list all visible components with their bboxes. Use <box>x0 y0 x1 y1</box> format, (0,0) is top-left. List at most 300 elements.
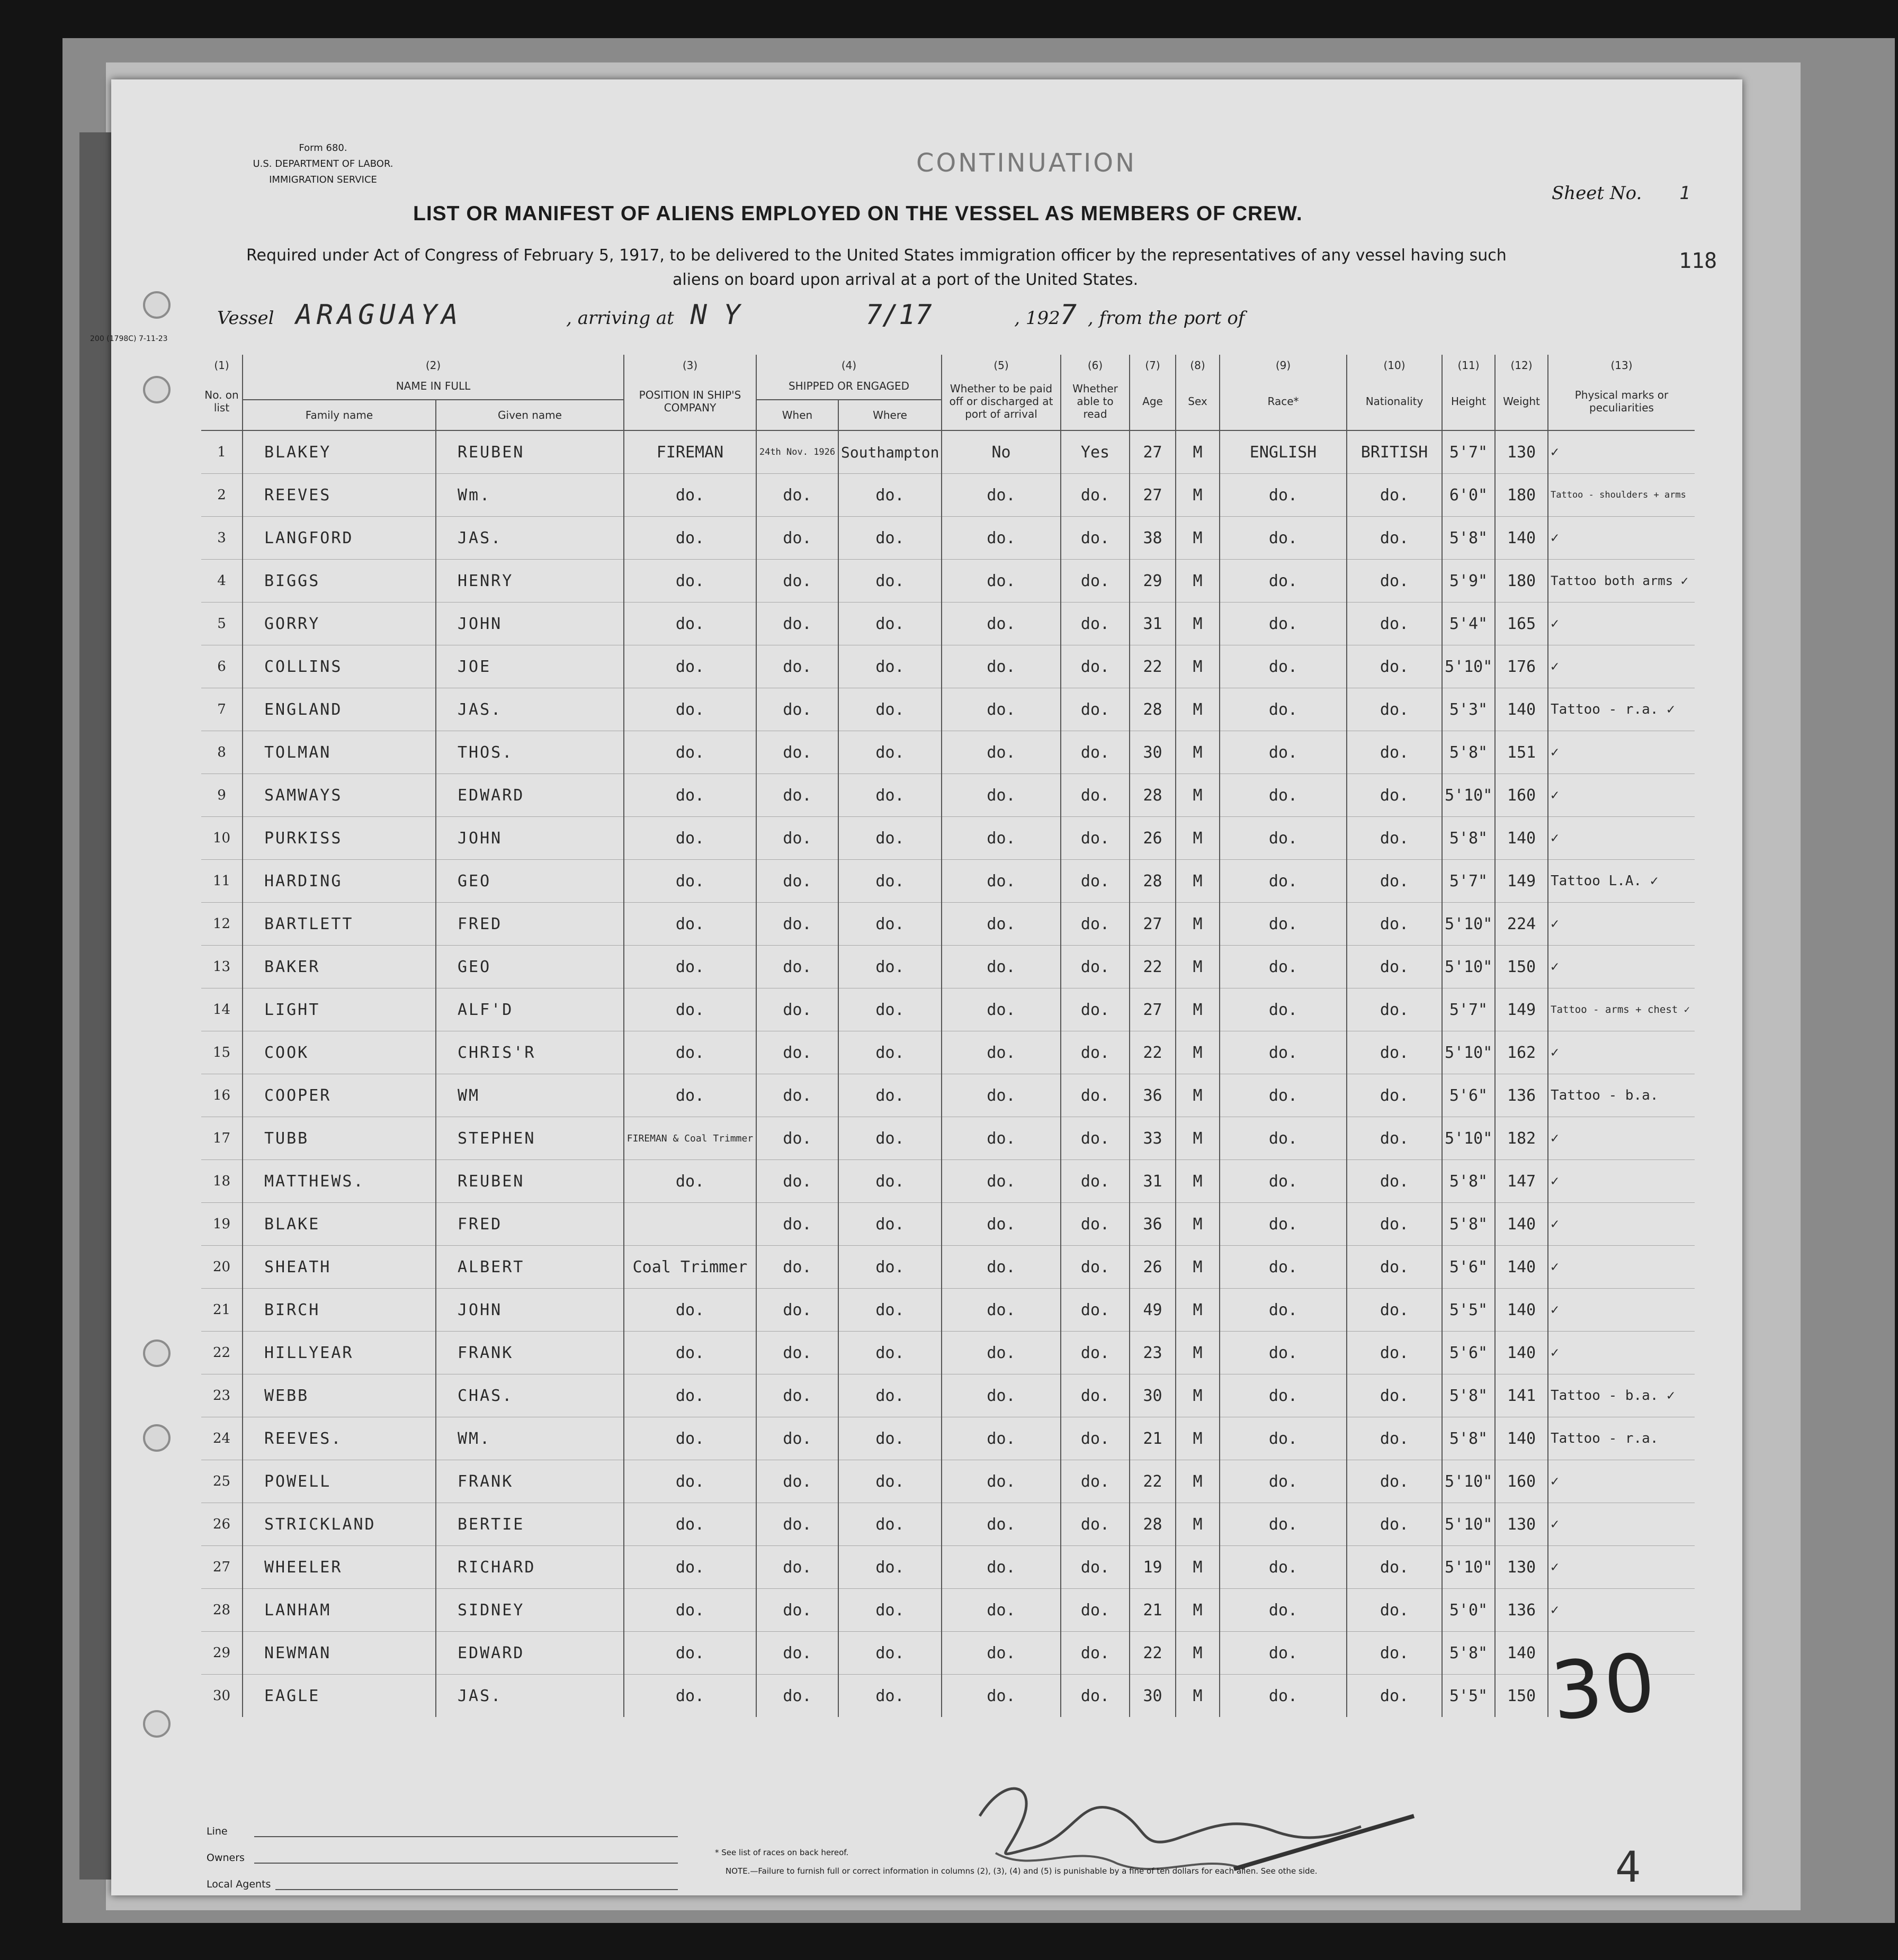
paid-off-cell: do. <box>942 1332 1061 1374</box>
physical-marks-cell: ✓ <box>1548 1160 1695 1203</box>
weight-cell: 149 <box>1495 860 1548 903</box>
age-cell: 22 <box>1130 946 1176 988</box>
shipped-where-cell: do. <box>838 774 942 817</box>
able-to-read-cell: do. <box>1061 1203 1130 1246</box>
family-name-cell: MATTHEWS. <box>243 1160 436 1203</box>
year-label: , 192 <box>1014 308 1060 329</box>
nationality-cell: do. <box>1347 1675 1442 1718</box>
family-name-cell: TOLMAN <box>243 731 436 774</box>
weight-cell: 162 <box>1495 1031 1548 1074</box>
sheet-value: 1 <box>1679 183 1690 204</box>
race-cell: do. <box>1220 1503 1347 1546</box>
physical-marks-cell: ✓ <box>1548 1246 1695 1289</box>
binder-edge <box>79 132 111 1880</box>
family-name-cell: SAMWAYS <box>243 774 436 817</box>
position-cell: do. <box>624 860 756 903</box>
able-to-read-cell: Yes <box>1061 430 1130 474</box>
shipped-when-cell: do. <box>756 603 838 645</box>
able-to-read-cell: do. <box>1061 1031 1130 1074</box>
sex-cell: M <box>1176 1203 1220 1246</box>
weight-cell: 136 <box>1495 1074 1548 1117</box>
position-cell: do. <box>624 517 756 560</box>
able-to-read-cell: do. <box>1061 1289 1130 1332</box>
position-cell: do. <box>624 903 756 946</box>
height-cell: 5'6" <box>1442 1074 1495 1117</box>
physical-marks-cell: ✓ <box>1548 903 1695 946</box>
shipped-where-cell: do. <box>838 474 942 517</box>
able-to-read-cell: do. <box>1061 1246 1130 1289</box>
height-cell: 5'10" <box>1442 1503 1495 1546</box>
given-name-cell: STEPHEN <box>436 1117 624 1160</box>
family-name-cell: TUBB <box>243 1117 436 1160</box>
shipped-where-cell: do. <box>838 517 942 560</box>
age-cell: 28 <box>1130 860 1176 903</box>
weight-cell: 140 <box>1495 1417 1548 1460</box>
family-name-cell: COOPER <box>243 1074 436 1117</box>
race-cell: do. <box>1220 474 1347 517</box>
height-cell: 5'5" <box>1442 1675 1495 1718</box>
position-cell: Coal Trimmer <box>624 1246 756 1289</box>
height-cell: 5'10" <box>1442 1117 1495 1160</box>
given-name-cell: GEO <box>436 860 624 903</box>
family-name-cell: COLLINS <box>243 645 436 688</box>
crew-row <box>201 946 1695 988</box>
col-num: (4) <box>756 355 942 373</box>
crew-row <box>201 1632 1695 1675</box>
crew-row <box>201 1589 1695 1632</box>
col-num: (7) <box>1130 355 1176 373</box>
shipped-when-cell: do. <box>756 731 838 774</box>
weight-cell: 147 <box>1495 1160 1548 1203</box>
nationality-cell: do. <box>1347 1246 1442 1289</box>
penalty-note: NOTE.—Failure to furnish full or correct information in columns (2), (3), (4) and (5) is punishable by a fine of ten dollars for each alien. See othe side. <box>726 1866 1318 1876</box>
row-number-cell: 24 <box>201 1417 243 1460</box>
family-name-cell: LIGHT <box>243 988 436 1031</box>
paid-off-cell: do. <box>942 1074 1061 1117</box>
shipped-when-cell: do. <box>756 1332 838 1374</box>
sex-cell: M <box>1176 1675 1220 1718</box>
col-num: (5) <box>942 355 1061 373</box>
family-name-cell: BARTLETT <box>243 903 436 946</box>
physical-marks-cell: Tattoo - b.a. <box>1548 1074 1695 1117</box>
race-cell: do. <box>1220 1332 1347 1374</box>
race-cell: do. <box>1220 603 1347 645</box>
paid-off-cell: No <box>942 430 1061 474</box>
physical-marks-cell: ✓ <box>1548 1589 1695 1632</box>
given-name-cell: FRANK <box>436 1460 624 1503</box>
shipped-when-cell: do. <box>756 1031 838 1074</box>
physical-marks-cell: ✓ <box>1548 1546 1695 1589</box>
weight-cell: 140 <box>1495 1632 1548 1675</box>
family-name-cell: BIGGS <box>243 560 436 603</box>
row-number-cell: 25 <box>201 1460 243 1503</box>
position-cell: do. <box>624 688 756 731</box>
family-name-cell: ENGLAND <box>243 688 436 731</box>
able-to-read-cell: do. <box>1061 817 1130 860</box>
given-name-cell: THOS. <box>436 731 624 774</box>
where-header: Where <box>838 400 942 430</box>
owners-rule <box>254 1863 678 1864</box>
column-title-row <box>201 373 1695 400</box>
position-cell: do. <box>624 1031 756 1074</box>
crew-row <box>201 817 1695 860</box>
age-cell: 22 <box>1130 1460 1176 1503</box>
sex-cell: M <box>1176 988 1220 1031</box>
age-cell: 26 <box>1130 1246 1176 1289</box>
physical-marks-cell: Tattoo both arms ✓ <box>1548 560 1695 603</box>
physical-marks-cell: Tattoo L.A. ✓ <box>1548 860 1695 903</box>
crew-row <box>201 688 1695 731</box>
given-name-cell: FRANK <box>436 1332 624 1374</box>
height-header: Height <box>1442 373 1495 430</box>
nationality-cell: do. <box>1347 946 1442 988</box>
paid-off-cell: do. <box>942 603 1061 645</box>
shipped-where-cell: do. <box>838 645 942 688</box>
able-to-read-cell: do. <box>1061 1160 1130 1203</box>
weight-cell: 140 <box>1495 1332 1548 1374</box>
weight-cell: 140 <box>1495 1289 1548 1332</box>
given-name-cell: JOHN <box>436 817 624 860</box>
shipped-when-cell: do. <box>756 1289 838 1332</box>
total-count-mark: 30 <box>1547 1636 1662 1739</box>
able-to-read-cell: do. <box>1061 603 1130 645</box>
sex-cell: M <box>1176 774 1220 817</box>
physical-marks-cell: Tattoo - shoulders + arms <box>1548 474 1695 517</box>
shipped-where-cell: do. <box>838 817 942 860</box>
department-name: U.S. DEPARTMENT OF LABOR. <box>253 158 393 169</box>
row-number-cell: 3 <box>201 517 243 560</box>
race-cell: do. <box>1220 946 1347 988</box>
given-name-cell: JAS. <box>436 517 624 560</box>
height-cell: 5'10" <box>1442 903 1495 946</box>
col-num: (12) <box>1495 355 1548 373</box>
weight-cell: 140 <box>1495 1203 1548 1246</box>
crew-row <box>201 430 1695 474</box>
row-number-cell: 13 <box>201 946 243 988</box>
physical-marks-cell: Tattoo - r.a. <box>1548 1417 1695 1460</box>
height-cell: 5'0" <box>1442 1589 1495 1632</box>
age-cell: 38 <box>1130 517 1176 560</box>
paid-off-cell: do. <box>942 1031 1061 1074</box>
crew-row <box>201 1332 1695 1374</box>
nationality-cell: do. <box>1347 817 1442 860</box>
crew-row <box>201 988 1695 1031</box>
row-number-cell: 9 <box>201 774 243 817</box>
year-digit: 7 <box>1060 299 1077 331</box>
age-cell: 49 <box>1130 1289 1176 1332</box>
nationality-cell: do. <box>1347 1417 1442 1460</box>
age-cell: 36 <box>1130 1074 1176 1117</box>
race-cell: do. <box>1220 731 1347 774</box>
arrival-port: N Y <box>690 299 740 331</box>
binder-hole <box>143 1710 171 1738</box>
position-cell: do. <box>624 988 756 1031</box>
sex-cell: M <box>1176 1546 1220 1589</box>
family-name-cell: BAKER <box>243 946 436 988</box>
able-to-read-cell: do. <box>1061 1460 1130 1503</box>
sex-cell: M <box>1176 1417 1220 1460</box>
sex-cell: M <box>1176 1289 1220 1332</box>
col-num: (8) <box>1176 355 1220 373</box>
family-name-cell: REEVES <box>243 474 436 517</box>
shipped-where-cell: do. <box>838 1203 942 1246</box>
physical-marks-cell: ✓ <box>1548 731 1695 774</box>
paid-off-cell: do. <box>942 1675 1061 1718</box>
given-name-cell: JOHN <box>436 1289 624 1332</box>
height-cell: 5'8" <box>1442 517 1495 560</box>
crew-rows <box>201 430 1695 1717</box>
able-to-read-cell: do. <box>1061 1675 1130 1718</box>
position-cell: do. <box>624 1289 756 1332</box>
given-name-cell: EDWARD <box>436 1632 624 1675</box>
position-cell: do. <box>624 603 756 645</box>
nationality-header: Nationality <box>1347 373 1442 430</box>
shipped-when-cell: do. <box>756 1246 838 1289</box>
races-note: * See list of races on back hereof. <box>715 1848 849 1857</box>
shipped-where-cell: do. <box>838 1160 942 1203</box>
paid-off-cell: do. <box>942 1503 1061 1546</box>
race-cell: do. <box>1220 1675 1347 1718</box>
able-to-read-cell: do. <box>1061 1632 1130 1675</box>
family-name-cell: COOK <box>243 1031 436 1074</box>
physical-marks-cell: ✓ <box>1548 817 1695 860</box>
position-header: POSITION IN SHIP'S COMPANY <box>624 373 756 430</box>
crew-row <box>201 774 1695 817</box>
shipped-when-cell: do. <box>756 645 838 688</box>
paid-off-cell: do. <box>942 1374 1061 1417</box>
shipped-where-cell: do. <box>838 1074 942 1117</box>
nationality-cell: do. <box>1347 517 1442 560</box>
crew-row <box>201 1503 1695 1546</box>
position-cell: do. <box>624 817 756 860</box>
weight-cell: 141 <box>1495 1374 1548 1417</box>
page-number: 118 <box>1679 249 1717 273</box>
crew-row <box>201 474 1695 517</box>
sex-cell: M <box>1176 1589 1220 1632</box>
nationality-cell: do. <box>1347 645 1442 688</box>
age-header: Age <box>1130 373 1176 430</box>
age-cell: 23 <box>1130 1332 1176 1374</box>
position-cell: do. <box>624 1675 756 1718</box>
row-number-cell: 8 <box>201 731 243 774</box>
paid-off-cell: do. <box>942 817 1061 860</box>
nationality-cell: do. <box>1347 560 1442 603</box>
crew-row <box>201 1675 1695 1718</box>
family-name-cell: PURKISS <box>243 817 436 860</box>
crew-row <box>201 903 1695 946</box>
sex-cell: M <box>1176 474 1220 517</box>
height-cell: 6'0" <box>1442 474 1495 517</box>
col-num: (11) <box>1442 355 1495 373</box>
weight-cell: 136 <box>1495 1589 1548 1632</box>
given-name-cell: CHAS. <box>436 1374 624 1417</box>
race-cell: do. <box>1220 1546 1347 1589</box>
shipped-when-cell: do. <box>756 1460 838 1503</box>
able-to-read-cell: do. <box>1061 517 1130 560</box>
shipped-when-cell: do. <box>756 1117 838 1160</box>
shipped-when-cell: do. <box>756 517 838 560</box>
sex-cell: M <box>1176 560 1220 603</box>
weight-cell: 140 <box>1495 817 1548 860</box>
race-cell: do. <box>1220 1460 1347 1503</box>
given-name-cell: WM <box>436 1074 624 1117</box>
crew-row <box>201 1117 1695 1160</box>
sex-cell: M <box>1176 603 1220 645</box>
age-cell: 27 <box>1130 474 1176 517</box>
height-cell: 5'4" <box>1442 603 1495 645</box>
able-to-read-cell: do. <box>1061 731 1130 774</box>
family-name-cell: BLAKEY <box>243 430 436 474</box>
shipped-when-cell: do. <box>756 1632 838 1675</box>
col-num: (1) <box>214 359 229 372</box>
column-number-row <box>201 355 1695 373</box>
physical-marks-cell: ✓ <box>1548 430 1695 474</box>
nationality-cell: do. <box>1347 1160 1442 1203</box>
col-num: (2) <box>243 355 624 373</box>
age-cell: 27 <box>1130 988 1176 1031</box>
row-number-cell: 19 <box>201 1203 243 1246</box>
age-cell: 21 <box>1130 1589 1176 1632</box>
family-name-cell: BLAKE <box>243 1203 436 1246</box>
given-name-cell: RICHARD <box>436 1546 624 1589</box>
paid-off-cell: do. <box>942 1546 1061 1589</box>
binder-hole <box>143 291 171 319</box>
paid-off-header: Whether to be paid off or discharged at port of arrival <box>942 373 1061 430</box>
family-name-cell: GORRY <box>243 603 436 645</box>
sex-cell: M <box>1176 517 1220 560</box>
height-cell: 5'7" <box>1442 430 1495 474</box>
weight-cell: 140 <box>1495 517 1548 560</box>
position-cell: do. <box>624 1160 756 1203</box>
arrival-date: 7/17 <box>865 299 932 331</box>
row-number-cell: 18 <box>201 1160 243 1203</box>
line-label: Line <box>207 1826 228 1837</box>
family-name-cell: HARDING <box>243 860 436 903</box>
family-name-cell: WEBB <box>243 1374 436 1417</box>
shipped-where-cell: do. <box>838 731 942 774</box>
given-name-cell: CHRIS'R <box>436 1031 624 1074</box>
shipped-when-cell: do. <box>756 1675 838 1718</box>
given-name-cell: JAS. <box>436 688 624 731</box>
family-name-cell: REEVES. <box>243 1417 436 1460</box>
crew-row <box>201 860 1695 903</box>
sex-cell: M <box>1176 430 1220 474</box>
col-num: (6) <box>1061 355 1130 373</box>
paid-off-cell: do. <box>942 860 1061 903</box>
given-name-cell: REUBEN <box>436 430 624 474</box>
row-number-cell: 2 <box>201 474 243 517</box>
weight-cell: 176 <box>1495 645 1548 688</box>
shipped-where-cell: Southampton <box>838 430 942 474</box>
race-cell: do. <box>1220 817 1347 860</box>
nationality-cell: do. <box>1347 1074 1442 1117</box>
shipped-when-cell: do. <box>756 1160 838 1203</box>
nationality-cell: do. <box>1347 1289 1442 1332</box>
crew-row <box>201 517 1695 560</box>
race-cell: do. <box>1220 1246 1347 1289</box>
weight-cell: 130 <box>1495 1503 1548 1546</box>
paid-off-cell: do. <box>942 988 1061 1031</box>
sex-cell: M <box>1176 1074 1220 1117</box>
shipped-when-cell: do. <box>756 474 838 517</box>
height-cell: 5'7" <box>1442 988 1495 1031</box>
binder-hole <box>143 1424 171 1452</box>
able-to-read-cell: do. <box>1061 860 1130 903</box>
weight-cell: 150 <box>1495 1675 1548 1718</box>
race-cell: do. <box>1220 645 1347 688</box>
shipped-where-cell: do. <box>838 1417 942 1460</box>
physical-marks-cell: Tattoo - r.a. ✓ <box>1548 688 1695 731</box>
age-cell: 28 <box>1130 1503 1176 1546</box>
given-name-cell: FRED <box>436 903 624 946</box>
weight-header: Weight <box>1495 373 1548 430</box>
able-to-read-cell: do. <box>1061 946 1130 988</box>
height-cell: 5'6" <box>1442 1332 1495 1374</box>
paid-off-cell: do. <box>942 1417 1061 1460</box>
shipped-when-cell: do. <box>756 1203 838 1246</box>
race-cell: do. <box>1220 1117 1347 1160</box>
age-cell: 29 <box>1130 560 1176 603</box>
physical-marks-cell: ✓ <box>1548 645 1695 688</box>
shipped-when-cell: do. <box>756 774 838 817</box>
subtitle-line-1: Required under Act of Congress of February 5, 1917, to be delivered to the United States immigration officer by the representatives of any vessel having such <box>246 246 1507 265</box>
local-agents-label: Local Agents <box>207 1878 271 1890</box>
race-cell: do. <box>1220 860 1347 903</box>
shipped-when-cell: do. <box>756 860 838 903</box>
binder-hole <box>143 1339 171 1367</box>
crew-row <box>201 1460 1695 1503</box>
sex-cell: M <box>1176 731 1220 774</box>
shipped-when-cell: do. <box>756 1417 838 1460</box>
given-name-cell: ALF'D <box>436 988 624 1031</box>
weight-cell: 130 <box>1495 1546 1548 1589</box>
family-name-cell: BIRCH <box>243 1289 436 1332</box>
weight-cell: 180 <box>1495 474 1548 517</box>
age-cell: 31 <box>1130 1160 1176 1203</box>
shipped-where-cell: do. <box>838 903 942 946</box>
crew-row <box>201 560 1695 603</box>
height-cell: 5'10" <box>1442 774 1495 817</box>
row-number-cell: 29 <box>201 1632 243 1675</box>
able-to-read-cell: do. <box>1061 1546 1130 1589</box>
paid-off-cell: do. <box>942 645 1061 688</box>
race-cell: do. <box>1220 688 1347 731</box>
nationality-cell: do. <box>1347 1546 1442 1589</box>
sheet-number <box>1552 183 1690 204</box>
row-number-cell: 10 <box>201 817 243 860</box>
race-cell: do. <box>1220 1417 1347 1460</box>
given-name-cell: JOHN <box>436 603 624 645</box>
given-name-cell: ALBERT <box>436 1246 624 1289</box>
able-to-read-cell: do. <box>1061 1374 1130 1417</box>
sex-cell: M <box>1176 1031 1220 1074</box>
col-num: (13) <box>1548 355 1695 373</box>
paid-off-cell: do. <box>942 517 1061 560</box>
weight-cell: 140 <box>1495 688 1548 731</box>
service-name: IMMIGRATION SERVICE <box>269 174 377 185</box>
name-in-full-header: NAME IN FULL <box>243 373 624 400</box>
family-name-cell: WHEELER <box>243 1546 436 1589</box>
physical-marks-cell: ✓ <box>1548 1332 1695 1374</box>
paid-off-cell: do. <box>942 1160 1061 1203</box>
physical-marks-cell: ✓ <box>1548 1117 1695 1160</box>
shipped-when-cell: do. <box>756 688 838 731</box>
weight-cell: 182 <box>1495 1117 1548 1160</box>
nationality-cell: do. <box>1347 988 1442 1031</box>
race-cell: do. <box>1220 1632 1347 1675</box>
family-name-cell: HILLYEAR <box>243 1332 436 1374</box>
height-cell: 5'8" <box>1442 1632 1495 1675</box>
